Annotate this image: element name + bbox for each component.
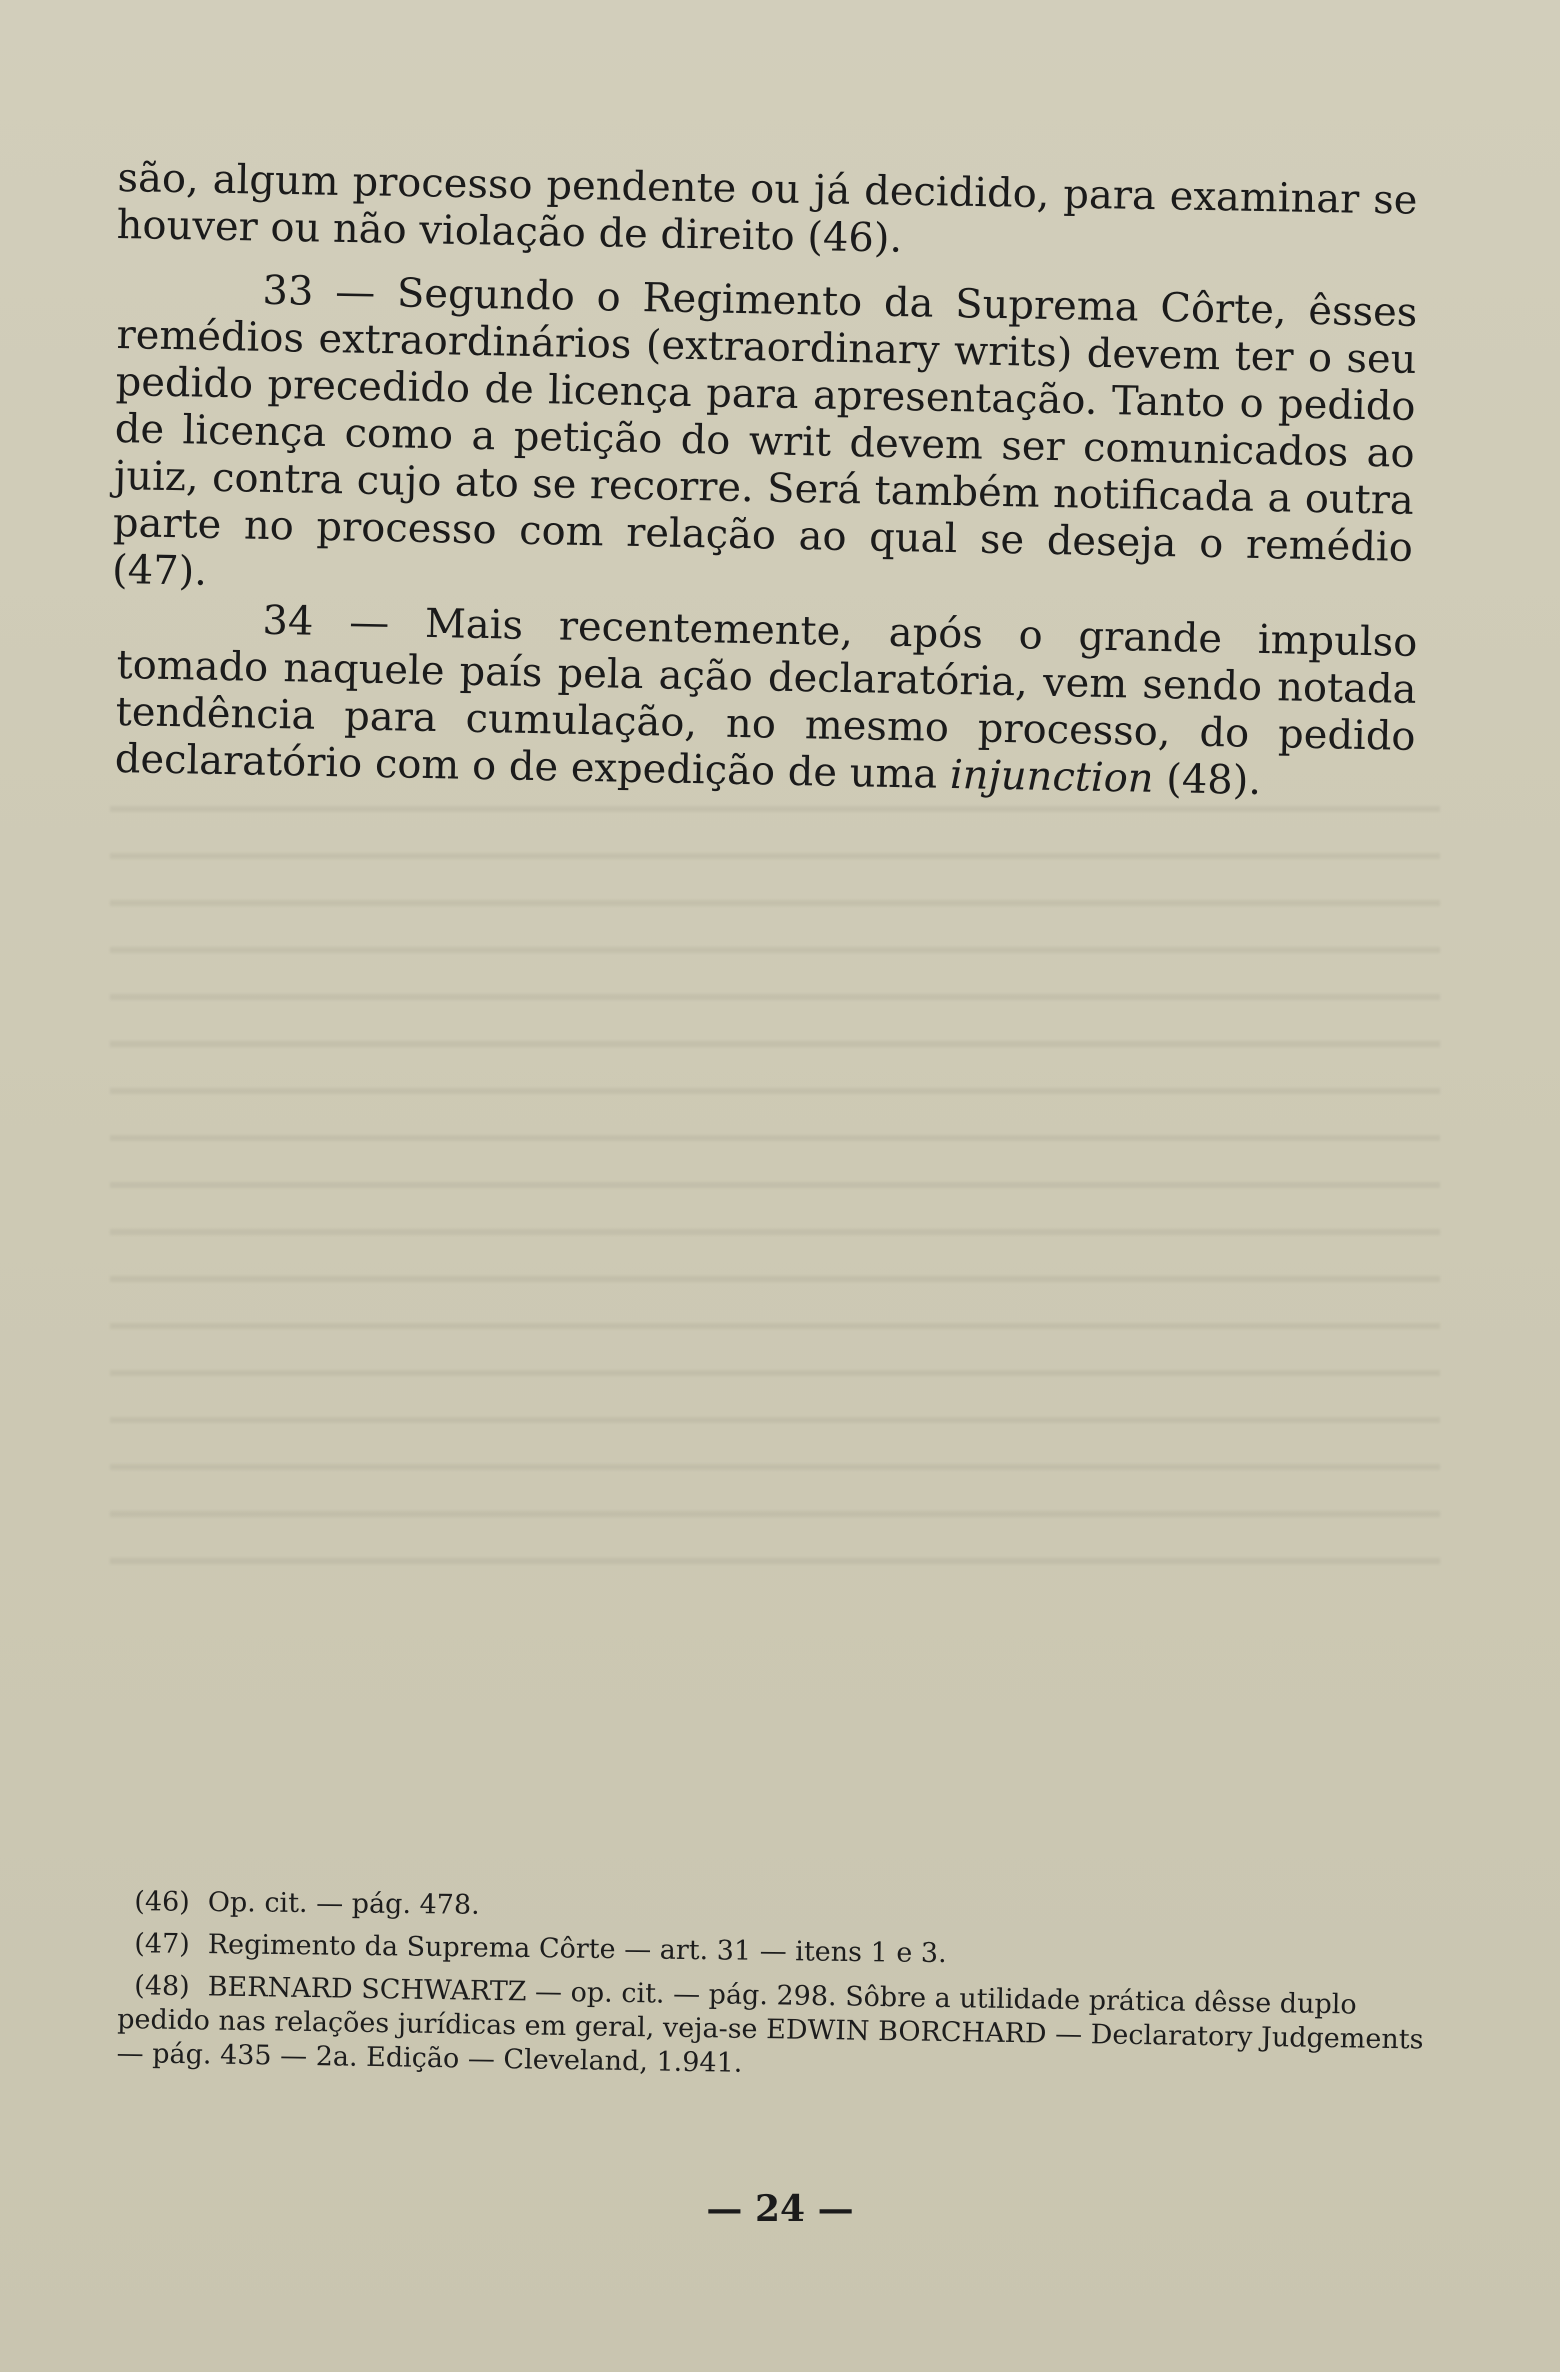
paragraph-34 <box>114 595 1417 808</box>
bleed-through-text <box>110 780 1440 1600</box>
paragraph-33 <box>112 265 1418 619</box>
footnote-number: (48) <box>134 1970 190 2003</box>
footnote-47 <box>118 1927 1428 1977</box>
footnote-46 <box>118 1885 1428 1933</box>
footnote-text: Op. cit. — pág. 478. <box>207 1886 480 1921</box>
italic-term: injunction <box>949 752 1154 802</box>
footnote-text: BERNARD SCHWARTZ — op. cit. — pág. 298. Sôbre a utilidade prática dêsse duplo pedido nas relações jurídicas em geral, veja-se EDWIN BORCHARD — Declaratory Judgements — pág. 435 — 2a. Edição — Cleveland, 1.941. <box>116 1971 1424 2079</box>
paragraph-text: são, algum processo pendente ou já decidido, para examinar se houver ou não violação de direito (46). <box>116 155 1418 262</box>
footnote-text: Regimento da Suprema Côrte — art. 31 — itens 1 e 3. <box>207 1929 947 1970</box>
paragraph-text-before: 34 — Mais recentemente, após o grande impulso tomado naquele país pela ação declaratória, vem sendo notada tendência para cumulação, no mesmo processo, do pedido declaratório com o de expedição de uma <box>114 597 1418 799</box>
footnote-number: (46) <box>134 1886 190 1918</box>
page-number: — 24 — <box>706 2188 854 2230</box>
paragraph-text: 33 — Segundo o Regimento da Suprema Côrte, êsses remédios extraordinários (extraordinary writs) devem ter o seu pedido precedido de licença para apresentação. Tanto o pedido de licença como a petição do writ devem ser comunicados ao juiz, contra cujo ato se recorre. Será também notificada a outra parte no processo com relação ao qual se deseja o remédio (47). <box>111 267 1418 595</box>
paragraph-text <box>114 595 1417 808</box>
footnote-48 <box>116 1969 1427 2092</box>
paragraph-text-after: (48). <box>1153 755 1262 804</box>
footnote-number: (47) <box>134 1928 190 1960</box>
paragraph-continuation <box>116 155 1417 272</box>
footnotes-section <box>118 1885 1428 2079</box>
